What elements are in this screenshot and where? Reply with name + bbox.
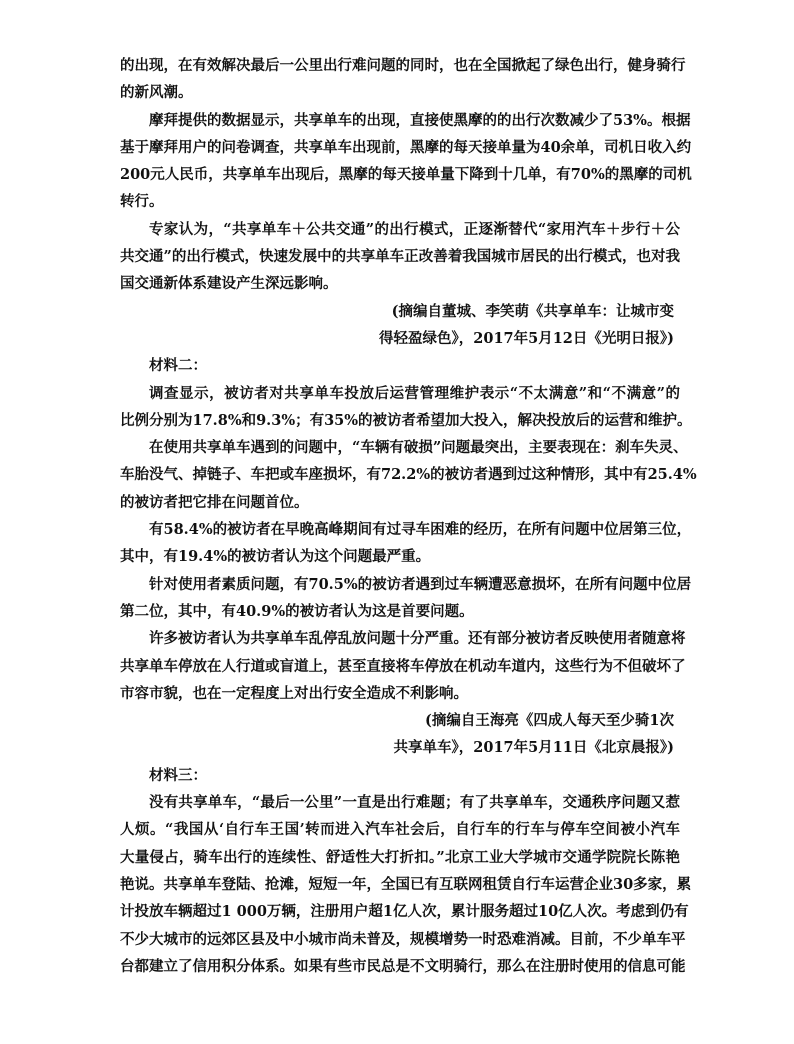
text-line: 转行。 (120, 193, 164, 211)
text-line: 材料二： (149, 357, 207, 375)
text-line: 台都建立了信用积分体系。如果有些市民总是不文明骑行，那么在注册时使用的信息可能 (120, 957, 686, 975)
text-line: 大量侵占，骑车出行的连续性、舒适性大打折扣。”北京工业大学城市交通学院院长陈艳 (120, 848, 680, 866)
text-line: 许多被访者认为共享单车乱停乱放问题十分严重。还有部分被访者反映使用者随意将 (149, 630, 686, 648)
text-line: (摘编自王海亮《四成人每天至少骑1次 (425, 712, 674, 730)
text-line: 在使用共享单车遇到的问题中，“车辆有破损”问题最突出，主要表现在：刹车失灵、 (149, 439, 688, 457)
text-line: 的被访者把它排在问题首位。 (120, 493, 309, 511)
text-line: 的出现，在有效解决最后一公里出行难问题的同时，也在全国掀起了绿色出行，健身骑行 (120, 57, 686, 74)
text-line: 市容市貌，也在一定程度上对出行安全造成不利影响。 (120, 684, 468, 702)
text-line: 调查显示，被访者对共享单车投放后运营管理维护表示“不太满意”和“不满意”的 (149, 384, 680, 402)
text-line: 共交通”的出行模式，快速发展中的共享单车正改善着我国城市居民的出行模式，也对我 (120, 248, 680, 266)
text-line: 共享单车》，2017年5月11日《北京晨报》) (393, 739, 674, 757)
text-line: 其中，有19.4%的被访者认为这个问题最严重。 (120, 548, 431, 566)
text-line: 200元人民币，共享单车出现后，黑摩的每天接单量下降到十几单，有70%的黑摩的司机 (120, 166, 692, 184)
text-line: 人烦。“我国从‘自行车王国’转而进入汽车社会后，自行车的行车与停车空间被小汽车 (120, 821, 680, 839)
text-line: 摩拜提供的数据显示，共享单车的出现，直接使黑摩的的出行次数减少了53%。根据 (149, 111, 691, 129)
text-line: 共享单车停放在人行道或盲道上，甚至直接将车停放在机动车道内，这些行为不但破坏了 (120, 657, 686, 675)
text-line: (摘编自董城、李笑萌《共享单车：让城市变 (391, 302, 674, 320)
text-line: 材料三： (149, 766, 207, 784)
text-line: 有58.4%的被访者在早晚高峰期间有过寻车困难的经历，在所有问题中位居第三位， (149, 521, 692, 539)
text-line: 车胎没气、掉链子、车把或车座损坏，有72.2%的被访者遇到过这种情形，其中有25.4% (120, 466, 697, 484)
text-line: 国交通新体系建设产生深远影响。 (120, 275, 338, 293)
text-line: 没有共享单车，“最后一公里”一直是出行难题；有了共享单车，交通秩序问题又惹 (149, 794, 680, 812)
text-line: 基于摩拜用户的问卷调查，共享单车出现前，黑摩的每天接单量为40余单，司机日收入约 (120, 138, 692, 156)
text-line: 第二位，其中，有40.9%的被访者认为这是首要问题。 (120, 602, 474, 620)
text-line: 不少大城市的远郊区县及中小城市尚未普及，规模增势一时恐难消减。目前，不少单车平 (120, 930, 686, 948)
document-page (120, 52, 697, 980)
text-line: 专家认为，“共享单车＋公共交通”的出行模式，正逐渐替代“家用汽车＋步行＋公 (149, 220, 680, 238)
text-line: 的新风潮。 (120, 84, 193, 102)
text-line: 针对使用者素质问题，有70.5%的被访者遇到过车辆遭恶意损坏，在所有问题中位居 (149, 575, 692, 593)
text-line: 艳说。共享单车登陆、抢滩，短短一年，全国已有互联网租赁自行车运营企业30多家，累 (120, 875, 692, 893)
text-line: 得轻盈绿色》，2017年5月12日《光明日报》) (379, 329, 674, 347)
text-line: 比例分别为17.8%和9.3%；有35%的被访者希望加大投入，解决投放后的运营和维护。 (120, 411, 692, 429)
text-line: 计投放车辆超过1 000万辆，注册用户超1亿人次，累计服务超过10亿人次。考虑到仍有 (120, 903, 689, 921)
